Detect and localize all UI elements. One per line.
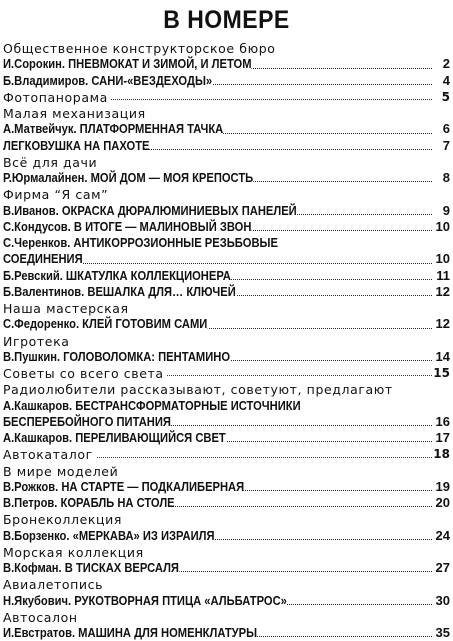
toc-entry [3,398,450,414]
section-heading-label: Бронеколлекция [3,512,125,527]
section-heading [3,446,450,462]
toc-entry [3,430,450,446]
section-heading-label: Фотопанорама [3,90,111,105]
page-number: 15 [433,366,450,380]
toc-entry-title: В.Рожков. НА СТАРТЕ — ПОДКАЛИБЕРНАЯ [3,478,245,494]
section-heading [3,511,450,527]
toc-entry [3,251,450,267]
toc-entry-title: И.Сорокин. ПНЕВМОКАТ И ЗИМОЙ, И ЛЕТОМ [3,56,252,72]
section-heading-label: Игротека [3,334,72,349]
toc-entry-title: Б.Владимиров. САНИ-«ВЕЗДЕХОДЫ» [3,72,213,88]
toc-entry-title: С.Черенков. АНТИКОРРОЗИОННЫЕ РЕЗЬБОВЫЕ [3,235,278,250]
section-heading-label: В мире моделей [3,464,121,479]
page-number: 8 [432,170,450,186]
section-heading [3,40,450,56]
toc-entry-title: С.Федоренко. КЛЕЙ ГОТОВИМ САМИ [3,316,208,332]
page-number: 2 [432,56,450,72]
page-number: 14 [432,349,450,365]
page-number: 11 [432,268,450,284]
page-number: 5 [432,89,450,105]
page-number: 24 [432,528,450,544]
toc-entry-title: А.Матвейчук. ПЛАТФОРМЕННАЯ ТАЧКА [3,121,224,137]
toc-entry-title: В.Кофман. В ТИСКАХ ВЕРСАЛЯ [3,560,179,575]
section-heading-label: Автосалон [3,610,81,625]
toc-entry [3,479,450,495]
toc-entry-title: ЛЕГКОВУШКА НА ПАХОТЕ [3,137,150,153]
section-heading [3,105,450,121]
toc-entry-title: Н.Якубович. РУКОТВОРНАЯ ПТИЦА «АЛЬБАТРОС» [3,592,287,608]
section-heading [3,463,450,479]
toc-entry-title: БЕСПЕРЕБОЙНОГО ПИТАНИЯ [3,413,171,429]
section-heading-label: Наша мастерская [3,301,132,316]
page-number: 6 [432,121,450,137]
page-number: 4 [432,73,450,89]
toc-entry [3,560,450,576]
toc-entry-title: А.Кашкаров. БЕСТРАНСФОРМАТОРНЫЕ ИСТОЧНИКИ [3,397,301,413]
section-heading-label: Малая механизация [3,106,149,121]
section-heading-label: Автокаталог [3,447,96,462]
page-number: 30 [432,593,450,609]
toc-entry [3,625,450,641]
section-heading [3,544,450,560]
toc-entry-title: С.Кондусов. В ИТОГЕ — МАЛИНОВЫЙ ЗВОН [3,218,252,234]
section-heading-label: Общественное конструкторское бюро [3,41,279,56]
toc-entry-title: Б.Валентинов. ВЕШАЛКА ДЛЯ… КЛЮЧЕЙ [3,283,236,299]
toc-entry-title: А.Кашкаров. ПЕРЕЛИВАЮЩИЙСЯ СВЕТ [3,430,226,445]
page-number: 12 [432,316,450,332]
toc-entry [3,73,450,89]
section-heading [3,186,450,202]
toc-entry-title: В.Петров. КОРАБЛЬ НА СТОЛЕ [3,495,175,510]
page-number: 35 [432,625,450,641]
toc-entry-title: Б.Ревский. ШКАТУЛКА КОЛЛЕКЦИОНЕРА [3,267,231,283]
section-heading [3,576,450,592]
toc-entry [3,528,450,544]
toc-entry [3,284,450,300]
page-number: 17 [432,430,450,446]
section-heading-label: Фирма “Я сам” [3,187,111,202]
toc-entry [3,219,450,235]
section-heading [3,609,450,625]
toc-entry-title: Р.Юрмалайнен. МОЙ ДОМ — МОЯ КРЕПОСТЬ [3,170,254,185]
page-number: 12 [432,284,450,300]
page-number: 9 [432,203,450,219]
section-heading [3,300,450,316]
toc-entry [3,349,450,365]
page-number: 10 [432,251,450,267]
page-number: 19 [432,479,450,495]
toc-entry [3,235,450,251]
toc-entry [3,593,450,609]
section-heading-label: Советы со всего света [3,366,167,381]
toc-entry-title: В.Борзенко. «МЕРКАВА» ИЗ ИЗРАИЛЯ [3,527,215,543]
section-heading-label: Морская коллекция [3,545,147,560]
section-heading-label: Радиолюбители рассказывают, советуют, предлагают [3,382,396,397]
toc-entry [3,121,450,137]
toc-entry [3,170,450,186]
page-number: 7 [432,138,450,154]
toc-entry [3,138,450,154]
section-heading [3,333,450,349]
section-heading-label: Авиалетопись [3,577,106,592]
page-number: 10 [432,219,450,235]
section-heading [3,154,450,170]
section-heading-label: Всё для дачи [3,155,100,170]
page-number: 27 [432,560,450,576]
toc-entry [3,414,450,430]
section-heading [3,381,450,397]
section-heading [3,89,450,105]
page-title: В НОМЕРЕ [163,6,290,34]
toc-entry [3,203,450,219]
page-number: 20 [432,495,450,511]
toc-list [3,40,450,641]
toc-entry [3,495,450,511]
toc-entry-title: В.Пушкин. ГОЛОВОЛОМКА: ПЕНТАМИНО [3,348,231,364]
toc-entry-title: СОЕДИНЕНИЯ [3,251,83,267]
page-number: 18 [433,447,450,462]
toc-entry [3,56,450,72]
toc-entry [3,316,450,332]
toc-entry-title: В.Иванов. ОКРАСКА ДЮРАЛЮМИНИЕВЫХ ПАНЕЛЕЙ [3,202,297,218]
section-heading [3,365,450,381]
toc-entry [3,268,450,284]
page-number: 16 [432,414,450,430]
toc-entry-title: И.Евстратов. МАШИНА ДЛЯ НОМЕНКЛАТУРЫ [3,625,258,640]
table-of-contents [3,0,450,641]
